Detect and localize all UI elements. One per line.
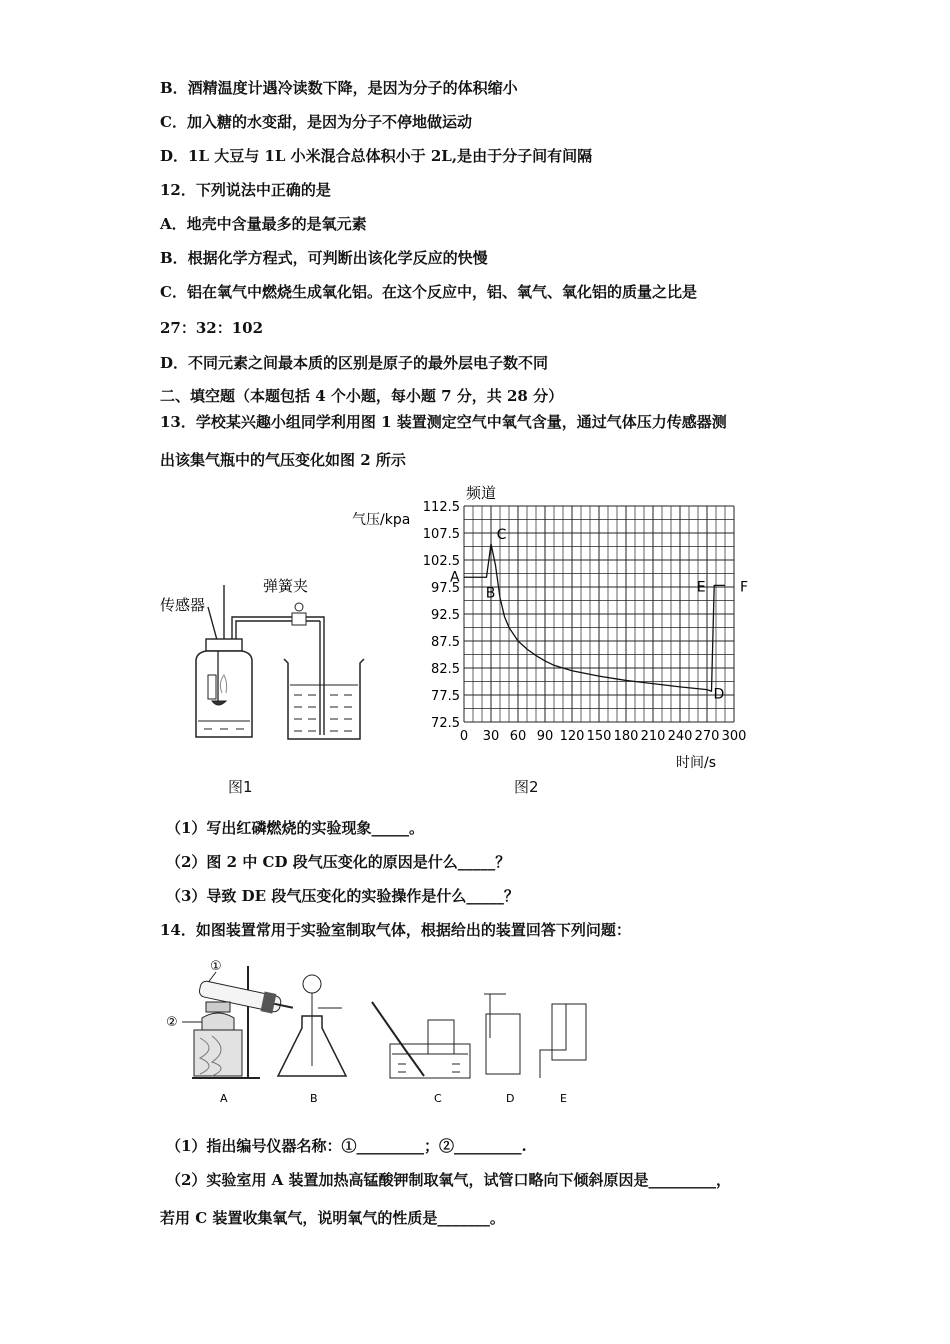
x-tick-label: 210 — [640, 729, 666, 744]
section-title: 二、填空题（本题包括 4 个小题，每小题 7 分，共 28 分） — [160, 387, 564, 405]
y-tick-label: 87.5 — [431, 635, 460, 650]
y-tick-label: 92.5 — [431, 608, 460, 623]
figure-2-chart — [350, 480, 770, 784]
connecting-tube-inner — [236, 621, 320, 639]
q12-option-d: D．不同元素之间最本质的区别是原子的最外层电子数不同 — [160, 354, 549, 372]
point-label-f: F — [740, 579, 749, 596]
point-label-b: B — [485, 585, 496, 602]
sensor-label: 传感器 — [160, 596, 206, 614]
bottle-e — [552, 1004, 586, 1060]
label-a: A — [220, 1092, 228, 1105]
figure-gas-apparatus — [160, 958, 600, 1112]
pressure-curve — [464, 544, 725, 691]
gas-jar — [196, 651, 252, 737]
x-tick-label: 0 — [459, 729, 469, 744]
x-tick-label: 270 — [694, 729, 720, 744]
y-tick-label: 97.5 — [431, 581, 460, 596]
funnel-bulb — [303, 975, 321, 993]
point-label-e: E — [696, 579, 706, 596]
q11-option-c: C．加入糖的水变甜，是因为分子不停地做运动 — [160, 113, 472, 131]
x-tick-label: 150 — [586, 729, 612, 744]
lamp-cap — [206, 1002, 230, 1012]
q12-option-c-ratio: 27：32：102 — [160, 319, 264, 337]
clip-label: 弹簧夹 — [263, 577, 309, 595]
label-c: C — [434, 1092, 442, 1105]
chart-series — [464, 544, 725, 691]
label-one: ① — [210, 959, 222, 974]
collecting-bottle — [428, 1020, 454, 1054]
point-label-d: D — [713, 686, 725, 703]
q13-sub-2: （2）图 2 中 CD 段气压变化的原因是什么_____？ — [166, 853, 511, 871]
trough-water-dashes — [398, 1064, 460, 1072]
y-tick-label: 107.5 — [422, 527, 460, 542]
figure-1-caption: 图1 — [228, 778, 253, 796]
q11-option-b: B．酒精温度计遇冷读数下降，是因为分子的体积缩小 — [160, 79, 518, 97]
q14-stem: 14．如图装置常用于实验室制取气体，根据给出的装置回答下列问题： — [160, 921, 631, 939]
y-tick-label: 72.5 — [431, 716, 460, 731]
clip-knob — [295, 603, 303, 611]
y-tick-label: 112.5 — [422, 500, 460, 515]
x-tick-label: 60 — [509, 729, 527, 744]
q12-option-a: A．地壳中含量最多的是氧元素 — [160, 215, 367, 233]
q12-stem: 12．下列说法中正确的是 — [160, 181, 331, 199]
bottle-d — [486, 1014, 520, 1074]
q14-sub-2b: 若用 C 装置收集氧气，说明氧气的性质是_______。 — [160, 1209, 505, 1227]
point-label-c: C — [496, 527, 507, 544]
spring-clip — [292, 613, 306, 625]
y-axis-label: 气压/kpa — [352, 512, 411, 528]
x-tick-label: 120 — [559, 729, 585, 744]
y-tick-label: 102.5 — [422, 554, 460, 569]
q12-option-b: B．根据化学方程式，可判断出该化学反应的快慢 — [160, 249, 488, 267]
q12-option-c: C．铝在氧气中燃烧生成氧化铝。在这个反应中，铝、氧气、氧化铝的质量之比是 — [160, 283, 697, 301]
figure-2-caption: 图2 — [514, 778, 539, 796]
beaker-water-dashes — [294, 695, 352, 731]
q13-sub-3: （3）导致 DE 段气压变化的实验操作是什么_____？ — [166, 887, 519, 905]
x-axis-label: 时间/s — [676, 755, 717, 771]
x-tick-label: 240 — [667, 729, 693, 744]
connecting-tube — [232, 617, 320, 639]
q11-option-d: D．1L 大豆与 1L 小米混合总体积小于 2L,是由于分子间有间隔 — [160, 147, 593, 165]
figure-1-apparatus — [160, 565, 370, 749]
q13-stem-2: 出该集气瓶中的气压变化如图 2 所示 — [160, 451, 406, 469]
point-label-a: A — [450, 569, 460, 586]
label-b: B — [310, 1092, 318, 1105]
alcohol-lamp — [202, 1013, 234, 1030]
q14-sub-1: （1）指出编号仪器名称：①_________；②_________. — [166, 1137, 527, 1155]
label-e: E — [560, 1092, 567, 1105]
x-tick-label: 90 — [536, 729, 554, 744]
x-tick-label: 180 — [613, 729, 639, 744]
wood-block — [194, 1030, 242, 1076]
q14-sub-2a: （2）实验室用 A 装置加热高锰酸钾制取氧气，试管口略向下倾斜原因是_________， — [166, 1171, 732, 1189]
x-tick-label: 30 — [482, 729, 500, 744]
gas-pipe — [372, 1002, 424, 1076]
pressure-chart — [350, 480, 770, 780]
chart-title: 频道 — [466, 484, 497, 502]
q13-sub-1: （1）写出红磷燃烧的实验现象_____。 — [166, 819, 424, 837]
apparatus-set-drawing — [160, 958, 600, 1108]
label-two: ② — [166, 1015, 178, 1030]
stopper — [206, 639, 242, 651]
apparatus-drawing — [160, 565, 370, 745]
q13-stem-1: 13．学校某兴趣小组同学利用图 1 装置测定空气中氧气含量，通过气体压力传感器测 — [160, 413, 727, 431]
y-tick-label: 77.5 — [431, 689, 460, 704]
y-tick-label: 82.5 — [431, 662, 460, 677]
label-d: D — [506, 1092, 515, 1105]
x-tick-label: 300 — [721, 729, 747, 744]
